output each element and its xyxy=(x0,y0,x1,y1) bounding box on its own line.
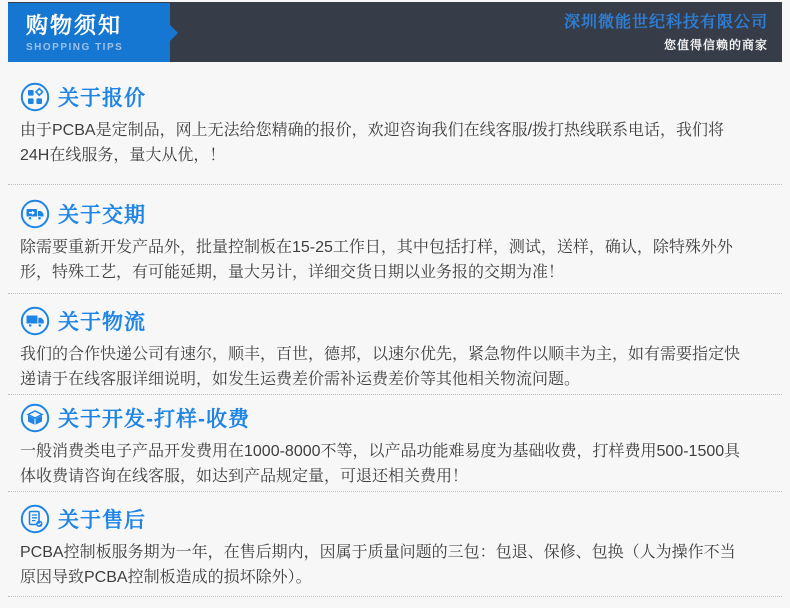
divider xyxy=(8,491,782,492)
section-logistics-header xyxy=(20,306,770,336)
grid-icon xyxy=(20,82,50,112)
header-ribbon xyxy=(8,3,170,62)
section-aftersales-body: PCBA控制板服务期为一年，在售后期内，因属于质量问题的三包：包退、保修、包换（人为操作不当原因导致PCBA控制板造成的损坏除外）。 xyxy=(20,544,736,586)
divider xyxy=(8,596,782,597)
section-logistics xyxy=(0,306,790,392)
section-logistics-title: 关于物流 xyxy=(58,311,146,334)
header-company-block xyxy=(564,12,768,53)
section-delivery-header xyxy=(20,199,770,229)
section-aftersales-title: 关于售后 xyxy=(58,509,146,532)
section-development-fees-title: 关于开发-打样-收费 xyxy=(58,408,250,431)
section-quotation-header xyxy=(20,82,770,112)
section-delivery-title: 关于交期 xyxy=(58,204,146,227)
divider xyxy=(8,184,782,185)
section-aftersales xyxy=(0,504,790,590)
page-subtitle: SHOPPING TIPS xyxy=(26,42,124,53)
section-quotation-title: 关于报价 xyxy=(58,87,146,110)
section-logistics-body: 我们的合作快递公司有速尔，顺丰，百世，德邦，以速尔优先，紧急物件以顺丰为主，如有需要指定快递请于在线客服详细说明，如发生运费差价需补运费差价等其他相关物流问题。 xyxy=(20,346,741,388)
section-delivery xyxy=(0,199,790,285)
header-banner xyxy=(8,2,782,62)
divider xyxy=(8,394,782,395)
section-development-fees-header xyxy=(20,403,770,433)
section-aftersales-header xyxy=(20,504,770,534)
company-slogan: 您值得信赖的商家 xyxy=(663,38,768,52)
section-development-fees xyxy=(0,403,790,489)
section-quotation xyxy=(0,82,790,168)
open-box-icon xyxy=(20,403,50,433)
section-quotation-body: 由于PCBA是定制品，网上无法给您精确的报价，欢迎咨询我们在线客服/拨打热线联系电话，我们将24H在线服务，量大从优，！ xyxy=(20,122,725,164)
divider xyxy=(8,293,782,294)
delivery-truck-icon xyxy=(20,199,50,229)
company-name: 深圳微能世纪科技有限公司 xyxy=(563,14,768,31)
document-check-icon xyxy=(20,504,50,534)
section-development-fees-body: 一般消费类电子产品开发费用在1000-8000不等，以产品功能难易度为基础收费，打样费用500-1500具体收费请咨询在线客服，如达到产品规定量，可退还相关费用！ xyxy=(20,443,741,485)
logistics-truck-icon xyxy=(20,306,50,336)
page-title: 购物须知 xyxy=(26,13,123,38)
ribbon-arrow-icon xyxy=(170,25,178,41)
section-delivery-body: 除需要重新开发产品外，批量控制板在15-25工作日，其中包括打样，测试，送样，确认，除特殊外外形，特殊工艺，有可能延期，量大另计，详细交货日期以业务报的交期为准！ xyxy=(20,239,733,281)
